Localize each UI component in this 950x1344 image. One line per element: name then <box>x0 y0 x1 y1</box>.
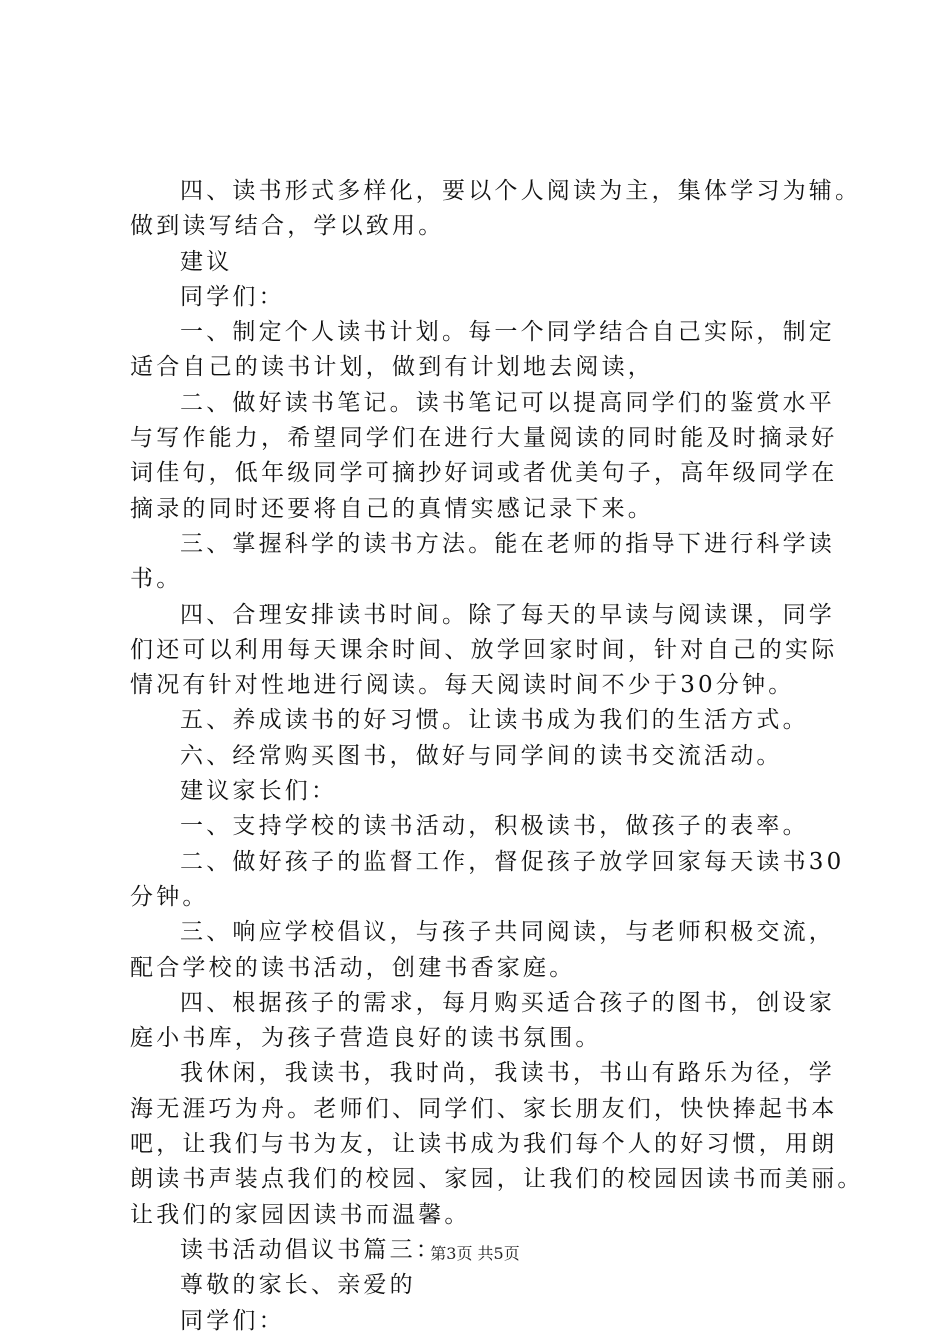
text-line: 二、做好读书笔记。读书笔记可以提高同学们的鉴赏水平 <box>180 389 835 416</box>
text-line: 读书活动倡议书篇三： <box>180 1236 442 1263</box>
text-line: 书。 <box>130 566 183 593</box>
text-line: 与写作能力，希望同学们在进行大量阅读的同时能及时摘录好 <box>130 425 838 452</box>
text-line: 海无涯巧为舟。老师们、同学们、家长朋友们，快快捧起书本 <box>130 1095 838 1122</box>
text-line: 三、响应学校倡议，与孩子共同阅读，与老师积极交流， <box>180 919 835 946</box>
text-line: 一、支持学校的读书活动，积极读书，做孩子的表率。 <box>180 813 809 840</box>
text-line: 词佳句，低年级同学可摘抄好词或者优美句子，高年级同学在 <box>130 460 838 487</box>
text-line: 六、经常购买图书，做好与同学间的读书交流活动。 <box>180 742 783 769</box>
text-line: 建议家长们： <box>180 778 338 805</box>
text-line: 四、根据孩子的需求，每月购买适合孩子的图书，创设家 <box>180 989 835 1016</box>
text-line: 吧，让我们与书为友，让读书成为我们每个人的好习惯，用朗 <box>130 1131 838 1158</box>
text-line: 让我们的家园因读书而温馨。 <box>130 1201 471 1228</box>
text-line: 们还可以利用每天课余时间、放学回家时间，针对自己的实际 <box>130 636 838 663</box>
text-line: 同学们： <box>180 1307 285 1334</box>
text-line: 我休闲，我读书，我时尚，我读书，书山有路乐为径，学 <box>180 1060 835 1087</box>
text-line: 分钟。 <box>130 883 209 910</box>
document-body <box>130 174 864 1339</box>
text-line: 朗读书声装点我们的校园、家园，让我们的校园因读书而美丽。 <box>130 1166 864 1193</box>
text-line: 配合学校的读书活动，创建书香家庭。 <box>130 954 576 981</box>
text-line: 庭小书库，为孩子营造良好的读书氛围。 <box>130 1025 602 1052</box>
text-line: 适合自己的读书计划，做到有计划地去阅读， <box>130 354 654 381</box>
text-line: 四、读书形式多样化，要以个人阅读为主，集体学习为辅。 <box>180 178 862 204</box>
text-line: 尊敬的家长、亲爱的 <box>180 1272 416 1299</box>
text-line: 情况有针对性地进行阅读。每天阅读时间不少于30分钟。 <box>130 672 795 699</box>
text-line: 摘录的同时还要将自己的真情实感记录下来。 <box>130 495 654 522</box>
text-line: 四、合理安排读书时间。除了每天的早读与阅读课，同学 <box>180 601 835 628</box>
text-line: 同学们： <box>180 283 285 310</box>
text-line: 三、掌握科学的读书方法。能在老师的指导下进行科学读 <box>180 530 835 557</box>
text-line: 五、养成读书的好习惯。让读书成为我们的生活方式。 <box>180 707 809 734</box>
text-line: 做到读写结合，学以致用。 <box>130 213 445 240</box>
text-line: 二、做好孩子的监督工作，督促孩子放学回家每天读书30 <box>180 848 845 875</box>
text-line: 一、制定个人读书计划。每一个同学结合自己实际，制定 <box>180 319 835 346</box>
page-footer: 第3页 共5页 <box>430 1244 520 1263</box>
text-line: 建议 <box>180 248 233 275</box>
